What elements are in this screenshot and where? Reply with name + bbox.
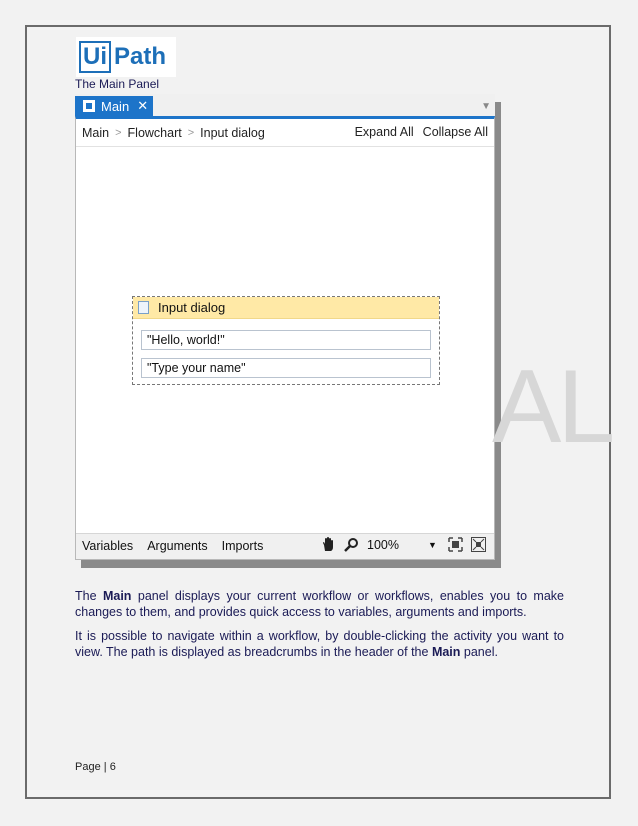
para1-bold: Main [102, 589, 132, 603]
para2-post: panel. [460, 645, 498, 659]
tab-main-label: Main [101, 98, 130, 114]
page-label: Page [75, 761, 101, 773]
variables-button[interactable]: Variables [82, 539, 134, 553]
workflow-icon [83, 100, 95, 112]
figure-caption: The Main Panel [75, 77, 160, 91]
para2-pre: It is possible to navigate within a workflow, by double-clicking the activity you want to view. The path is displayed as breadcrumbs in the header of the [75, 629, 564, 659]
main-panel-screenshot [75, 94, 500, 568]
breadcrumb-bar [76, 119, 494, 147]
input-dialog-icon [138, 301, 149, 314]
breadcrumb-flowchart[interactable]: Flowchart [127, 126, 182, 140]
tab-dropdown-icon[interactable]: ▼ [481, 101, 491, 112]
overview-icon[interactable] [471, 537, 486, 552]
para2-bold: Main [431, 645, 461, 659]
collapse-all-button[interactable]: Collapse All [422, 125, 488, 139]
bottom-bar [76, 533, 494, 559]
tab-bar [75, 94, 495, 118]
fit-screen-icon[interactable] [448, 537, 463, 552]
arguments-button[interactable]: Arguments [147, 539, 208, 553]
chevron-right-icon: > [115, 127, 122, 139]
main-panel [75, 116, 495, 560]
imports-button[interactable]: Imports [221, 539, 264, 553]
breadcrumb-input-dialog[interactable]: Input dialog [200, 126, 265, 140]
logo-box-text: Ui [79, 41, 111, 73]
activity-title: Input dialog [158, 300, 226, 315]
watermark-text: AL [492, 349, 612, 465]
para1-post: panel displays your current workflow or workflows, enables you to make changes to them, and provides quick access to variables, arguments and imports. [75, 589, 564, 619]
paragraph-navigation [75, 628, 564, 660]
label-field[interactable]: "Type your name" [141, 358, 431, 378]
breadcrumb [82, 126, 265, 140]
page-footer [75, 761, 116, 773]
chevron-right-icon: > [187, 127, 195, 139]
paragraph-main-panel [75, 588, 564, 620]
activity-header [133, 297, 439, 319]
logo-rest-text: Path [114, 43, 167, 70]
uipath-logo [76, 37, 176, 77]
page-number: 6 [109, 761, 116, 773]
tab-main[interactable] [75, 96, 153, 116]
chevron-down-icon[interactable]: ▼ [428, 539, 437, 550]
bottom-tabs [82, 539, 263, 553]
breadcrumb-main[interactable]: Main [82, 126, 110, 140]
page-separator: | [103, 761, 107, 773]
input-dialog-activity[interactable] [132, 296, 440, 385]
expand-all-button[interactable]: Expand All [354, 125, 414, 139]
close-icon[interactable]: ✕ [137, 98, 149, 113]
para1-pre: The [75, 589, 103, 603]
hand-icon[interactable] [321, 537, 336, 552]
magnifier-icon[interactable] [344, 537, 359, 552]
expand-collapse-actions [355, 125, 488, 139]
title-field[interactable]: "Hello, world!" [141, 330, 431, 350]
zoom-level[interactable]: 100% [367, 537, 399, 552]
zoom-controls [321, 537, 486, 552]
